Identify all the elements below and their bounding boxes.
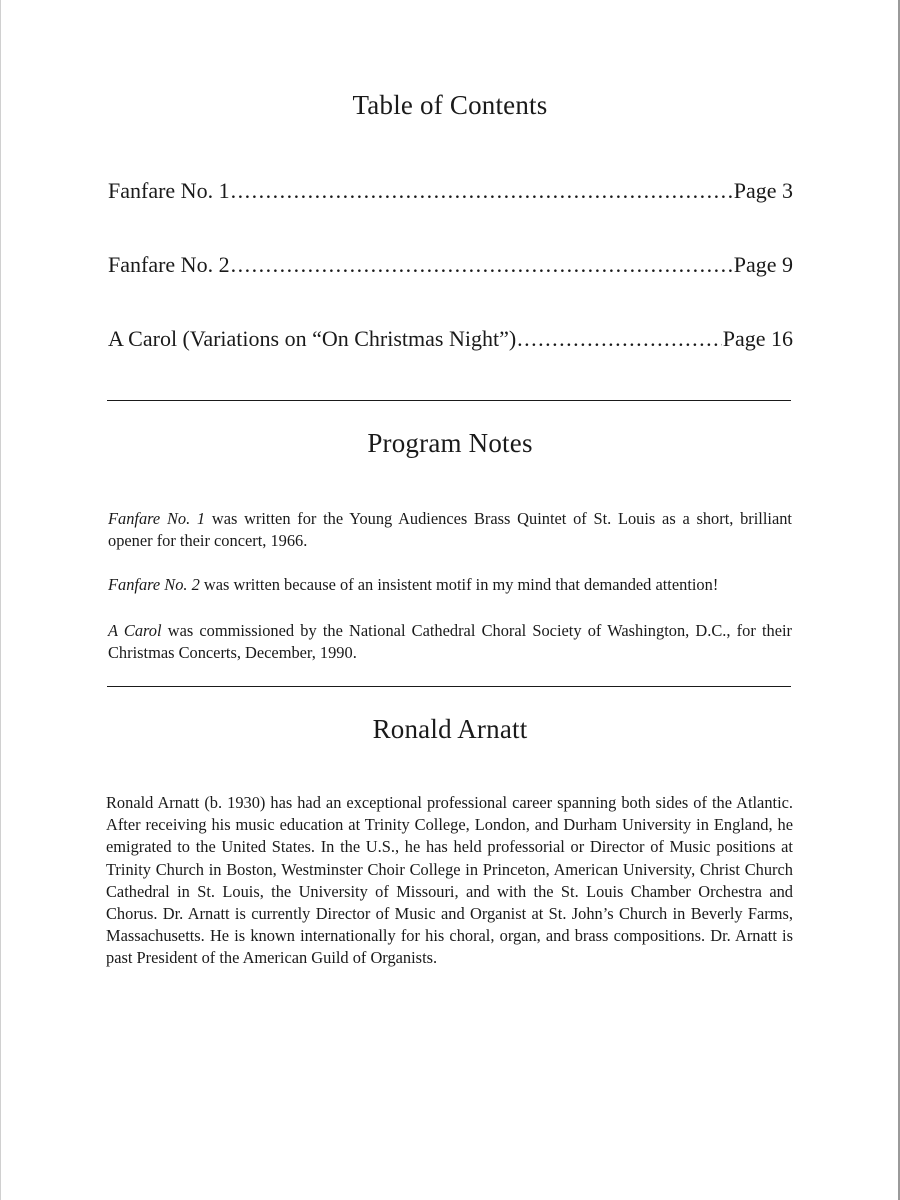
toc-entry-fanfare-2[interactable] [108,248,793,322]
biography-title: Ronald Arnatt [372,714,528,744]
program-note-a-carol [108,620,792,664]
program-note-work-title: Fanfare No. 1 [108,509,206,528]
dot-leader [517,322,722,356]
toc-entry-label: Fanfare No. 1 [108,178,230,203]
biography-text: Ronald Arnatt (b. 1930) has had an exceptional professional career spanning both sides of the Atlantic. After receiving his music education at Trinity College, London, and Durham University in England, he emigrated to the United States. In the U.S., he has held professorial or Director of Music positions at Trinity Church in Boston, Westminster Choir College in Princeton, American University, Christ Church Cathedral in St. Louis, the University of Missouri, and with the St. Louis Chamber Orchestra and Chorus. Dr. Arnatt is currently Director of Music and Organist at St. John’s Church in Beverly Farms, Massachusetts. He is known internationally for his choral, organ, and brass compositions. Dr. Arnatt is past President of the American Guild of Organists. [106,793,793,968]
program-note-text: was written because of an insistent motif in my mind that demanded attention! [199,575,719,594]
toc-entry-label: A Carol (Variations on “On Christmas Night”) [108,326,517,351]
toc-entry-label: Fanfare No. 2 [108,252,230,277]
toc-entry-fanfare-1[interactable] [108,174,793,248]
toc-entry-page: Page 16 [722,326,793,351]
toc-entry-page: Page 9 [733,252,793,277]
program-note-fanfare-1 [108,508,792,552]
section-divider [107,400,791,401]
table-of-contents [108,174,793,396]
program-note-fanfare-2 [108,574,792,596]
program-note-work-title: A Carol [108,621,162,640]
page-edge-left [0,0,1,1200]
toc-entry-page: Page 3 [733,178,793,203]
dot-leader [231,248,733,282]
program-note-text: was commissioned by the National Cathedral Choral Society of Washington, D.C., for their Christmas Concerts, December, 1990. [108,621,792,662]
toc-title: Table of Contents [352,90,548,120]
program-notes-title: Program Notes [367,428,533,458]
dot-leader [231,174,733,208]
section-divider [107,686,791,687]
program-note-work-title: Fanfare No. 2 [108,575,200,594]
program-note-text: was written for the Young Audiences Brass Quintet of St. Louis as a short, brilliant opener for their concert, 1966. [108,509,792,550]
toc-entry-a-carol[interactable] [108,322,793,396]
